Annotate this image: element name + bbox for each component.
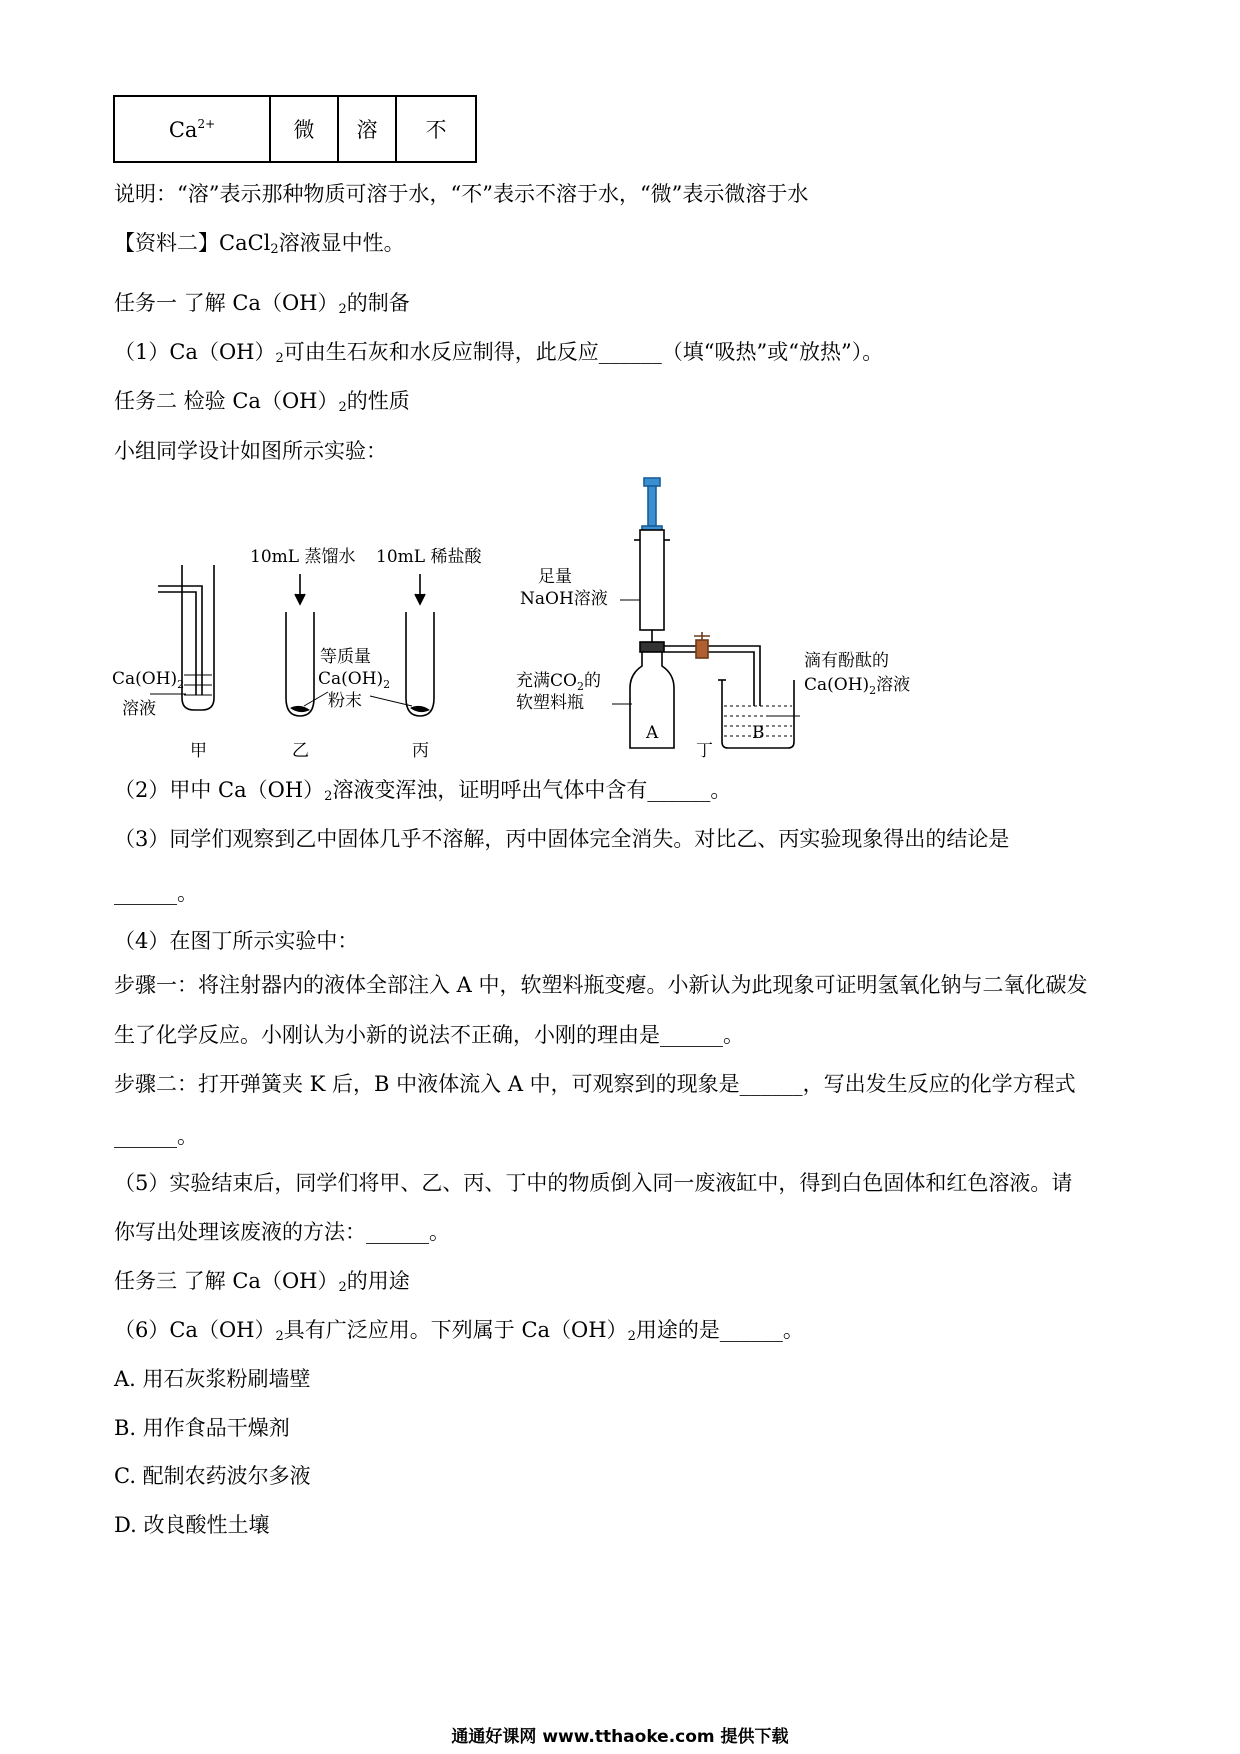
option-c: C. 配制农药波尔多液 [114,1464,311,1488]
option-b: B. 用作食品干燥剂 [114,1416,290,1440]
powder-bing [410,706,430,712]
label-caoh2-solution-b: $Ca(OH)_2$溶液 [804,675,911,697]
table-cell-ion: $Ca^{2+}$ [114,96,270,162]
option-d: D. 改良酸性土壤 [114,1513,270,1537]
table-cell: 溶 [338,96,396,162]
apparatus-ding [612,478,800,748]
label-sufficient: 足量 [538,567,572,587]
label-naoh-solution: NaOH溶液 [520,589,608,609]
table-note: 说明：“溶”表示那种物质可溶于水，“不”表示不溶于水，“微”表示微溶于水 [114,182,809,206]
label-powder: 粉末 [328,691,362,711]
experiment-figure [100,470,940,760]
label-distilled-water: 10mL 蒸馏水 [250,547,356,567]
page-footer: 通通好课网 www.tthaoke.com 提供下载 [451,1727,789,1747]
question-3: （3）同学们观察到乙中固体几乎不溶解，丙中固体完全消失。对比乙、丙实验现象得出的结论是 [114,827,1010,851]
step-two-blank: ______。 [114,1124,198,1148]
step-one: 步骤一：将注射器内的液体全部注入 A 中，软塑料瓶变瘪。小新认为此现象可证明氢氧化钠与二氧化碳发 [114,973,1088,997]
table-cell: 微 [270,96,338,162]
powder-yi [290,706,310,712]
label-bing: 丙 [412,741,429,760]
label-co2-bottle: 充满$CO_2$的 [516,671,601,693]
label-solution: 溶液 [122,699,156,719]
label-caoh2-solution: $Ca(OH)_2$ [112,669,185,691]
pointer-line [304,692,328,706]
question-4: （4）在图丁所示实验中： [114,929,359,953]
label-dilute-hcl: 10mL 稀盐酸 [376,547,482,567]
solubility-table [113,95,477,163]
apparatus-yi [286,574,314,716]
label-b: B [752,723,765,743]
label-soft-bottle: 软塑料瓶 [516,693,584,713]
experiment-intro: 小组同学设计如图所示实验： [114,439,387,463]
question-2: （2）甲中 $Ca(OH)_2$溶液变浑浊，证明呼出气体中含有______。 [114,778,732,804]
step-two: 步骤二：打开弹簧夹 K 后，B 中液体流入 A 中，可观察到的现象是______，写出发生反应的化学方程式 [114,1072,1076,1096]
label-a: A [646,723,659,743]
table-cell: 不 [396,96,476,162]
material-two: 【资料二】CaCl$_2$溶液显中性。 [114,231,405,257]
label-caoh2-powder: $Ca(OH)_2$ [318,669,391,691]
step-one-cont: 生了化学反应。小刚认为小新的说法不正确，小刚的理由是______。 [114,1023,744,1047]
task-three-heading: 任务三 了解 $Ca(OH)_2$的用途 [114,1269,410,1295]
question-1: $(1)Ca(OH)_2$可由生石灰和水反应制得，此反应______（填“吸热”或“放热”）。 [114,340,884,366]
task-two-heading: 任务二 检验 $Ca(OH)_2$的性质 [114,389,410,415]
task-one-heading: 任务一 了解 $Ca(OH)_2$的制备 [114,291,410,317]
question-5: （5）实验结束后，同学们将甲、乙、丙、丁中的物质倒入同一废液缸中，得到白色固体和红色溶液。请 [114,1171,1073,1195]
label-yi: 乙 [292,741,309,760]
table-row [114,96,476,162]
label-phenolphthalein: 滴有酚酞的 [804,651,889,671]
option-a: A. 用石灰浆粉刷墙壁 [114,1367,311,1391]
question-5-cont: 你写出处理该废液的方法：______。 [114,1220,450,1244]
label-jia: 甲 [190,741,207,760]
apparatus-bing [406,574,434,716]
question-3-blank: ______。 [114,881,198,905]
question-6: $(6)Ca(OH)_2$具有广泛应用。下列属于 $Ca(OH)_2$用途的是______。 [114,1318,804,1344]
label-equal-mass: 等质量 [320,647,371,667]
label-ding: 丁 [696,741,713,760]
